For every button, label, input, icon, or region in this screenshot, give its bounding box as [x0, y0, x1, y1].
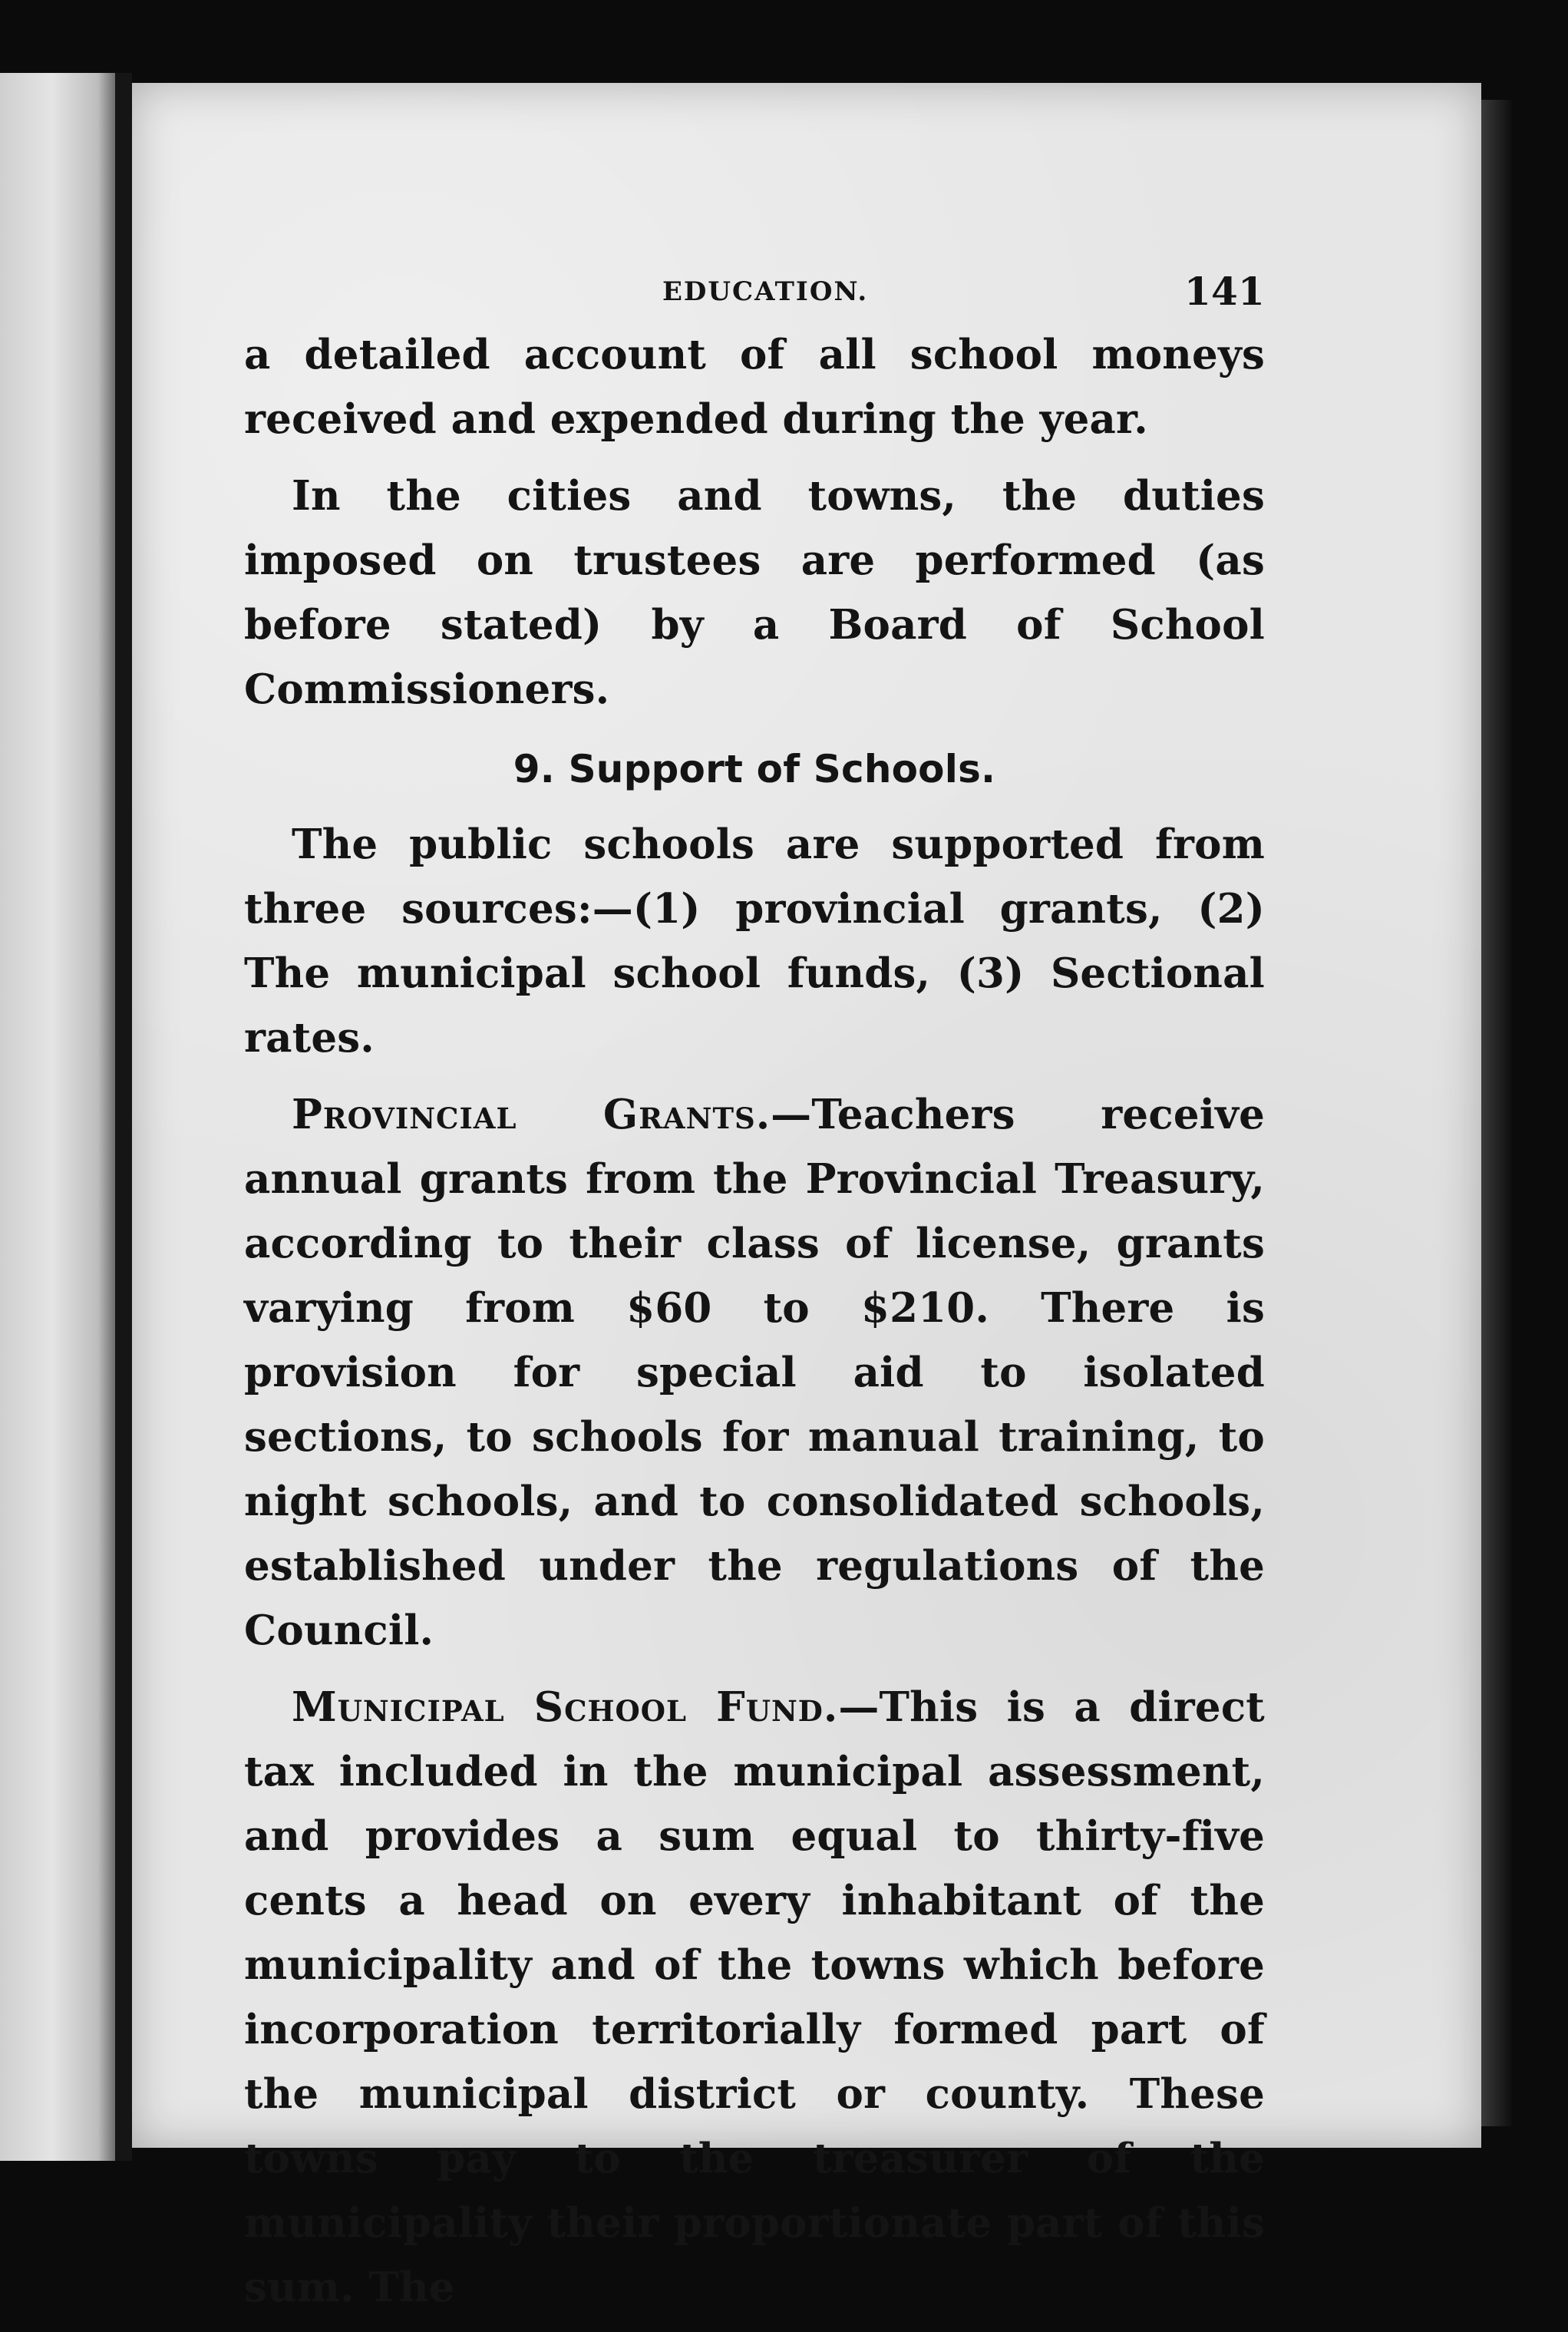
page-right-edge — [1481, 100, 1512, 2126]
book-gutter — [115, 73, 132, 2161]
paragraph-5 — [244, 1675, 1265, 2320]
previous-page-edge — [0, 73, 115, 2161]
page-text — [244, 261, 1265, 2332]
running-title: EDUCATION. — [662, 276, 869, 307]
municipal-fund-lead: Municipal School Fund. — [292, 1683, 839, 1731]
section-number: 9. — [513, 747, 555, 791]
paragraph-4 — [244, 1082, 1265, 1663]
provincial-grants-lead: Provincial Grants. — [292, 1091, 771, 1138]
running-head — [244, 261, 1265, 322]
paragraph-5-body: —This is a direct tax included in the municipal assessment, and provides a sum equal to thirty-five cents a head on every inhabitant of the municipality and of the towns which before incorporation territorially formed part of the municipal district or county. These towns pay to the treasurer of the municipality their proportionate part of this sum. The — [244, 1683, 1265, 2311]
section-title: Support of Schools. — [568, 747, 996, 791]
paragraph-3: The public schools are supported from three sources:—(1) provincial grants, (2) The municipal school funds, (3) Sectional rates. — [244, 821, 1265, 1062]
section-heading — [244, 737, 1265, 801]
paragraph-2: In the cities and towns, the duties imposed on trustees are performed (as before stated) by a Board of School Commissioners. — [244, 472, 1265, 713]
page-number: 141 — [1184, 269, 1265, 314]
paragraph-1: a detailed account of all school moneys received and expended during the year. — [244, 331, 1265, 443]
paragraph-4-body: —Teachers receive annual grants from the Provincial Treasury, according to their class of license, grants varying from $60 to $210. There is provision for special aid to isolated sections, to schools for manual training, to night schools, and to consolidated schools, established under the regulations of the Council. — [244, 1091, 1265, 1654]
